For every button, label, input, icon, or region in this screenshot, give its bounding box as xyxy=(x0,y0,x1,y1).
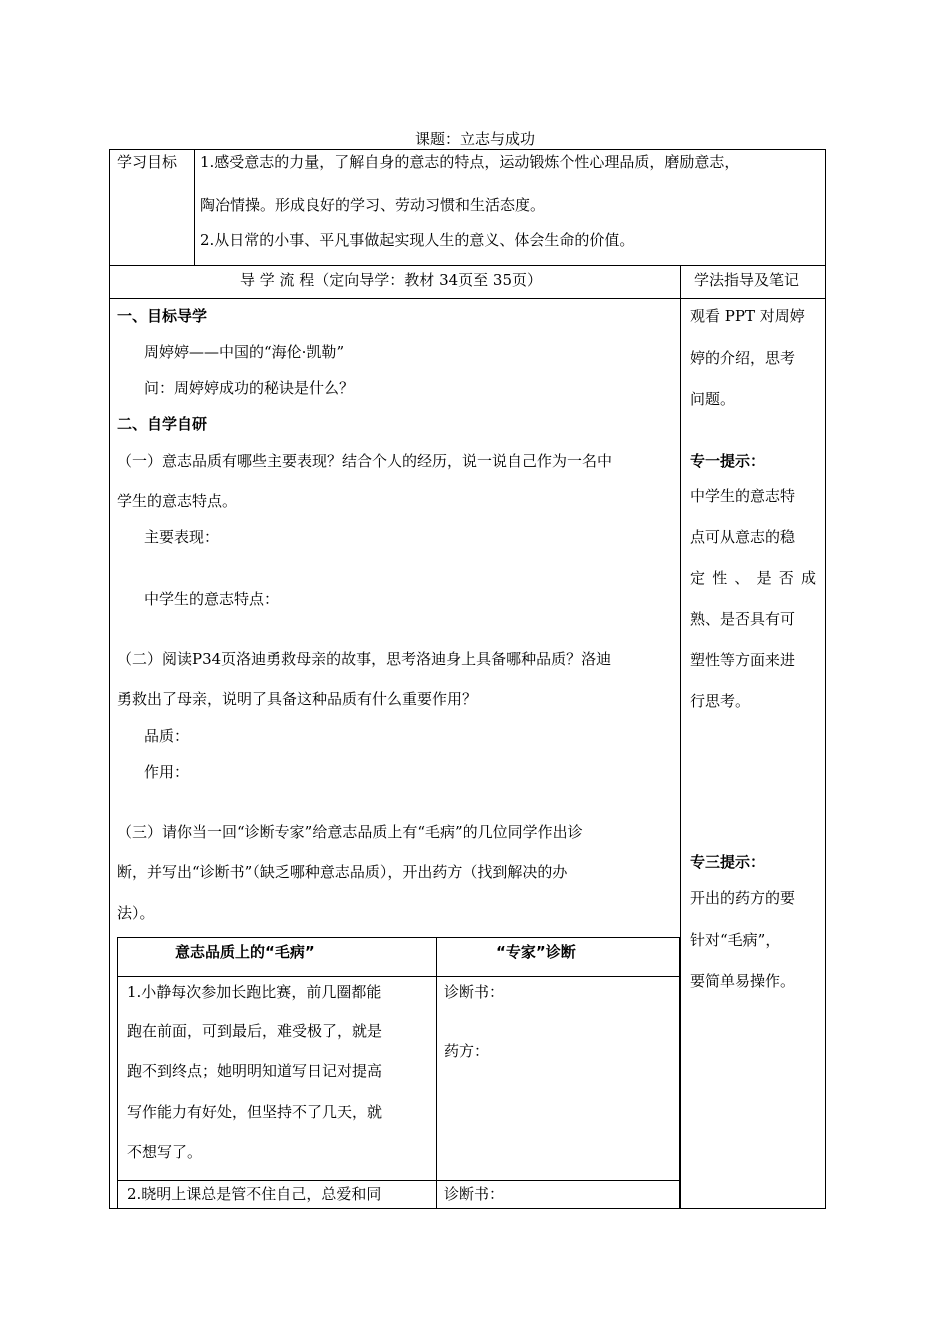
flow-header: 导 学 流 程（定向导学：教材 34页至 35页） xyxy=(240,271,543,289)
text-line: 问：周婷婷成功的秘诀是什么？ xyxy=(144,379,355,397)
diagnosis-row-divider xyxy=(117,1180,680,1181)
answer-label: 主要表现： xyxy=(144,528,220,546)
objective-line: 2.从日常的小事、平凡事做起实现人生的意义、体会生命的价值。 xyxy=(200,231,635,249)
tip-line: 要简单易操作。 xyxy=(690,972,796,990)
row-divider-2 xyxy=(109,298,826,299)
question-line: 勇救出了母亲，说明了具备这种品质有什么重要作用？ xyxy=(117,690,478,708)
question-line: 法）。 xyxy=(117,904,155,922)
page-title: 课题：立志与成功 xyxy=(414,130,535,148)
tip-line: 开出的药方的要 xyxy=(690,889,796,907)
question-line: （三）请你当一回“诊断专家”给意志品质上有“毛病”的几位同学作出诊 xyxy=(117,823,583,841)
objective-line: 1.感受意志的力量，了解自身的意志的特点，运动锻炼个性心理品质，磨励意志， xyxy=(200,153,740,171)
tip-line: 熟、是否具有可 xyxy=(690,610,796,628)
diagnosis-header-divider xyxy=(117,976,680,977)
objective-line: 陶冶情操。形成良好的学习、劳动习惯和生活态度。 xyxy=(200,196,546,214)
tip-line: 点可从意志的稳 xyxy=(690,528,796,546)
question-line: 学生的意志特点。 xyxy=(117,492,238,510)
question-line: 断，并写出“诊断书”（缺乏哪种意志品质），开出药方（找到解决的办 xyxy=(117,863,568,881)
notes-header: 学法指导及笔记 xyxy=(694,271,800,289)
tip-title: 专一提示： xyxy=(690,452,766,470)
section-title: 二、自学自研 xyxy=(117,415,208,433)
case-text-line: 写作能力有好处，但坚持不了几天，就 xyxy=(127,1103,383,1121)
text-line: 周婷婷——中国的“海伦·凯勒” xyxy=(144,343,345,361)
tip-line: 针对“毛病”， xyxy=(690,931,781,949)
objectives-label: 学习目标 xyxy=(117,153,178,171)
section-title: 一、目标导学 xyxy=(117,307,208,325)
answer-label: 中学生的意志特点： xyxy=(144,590,280,608)
tip-line: 定性、是否成 xyxy=(690,569,816,587)
note-line: 婷的介绍，思考 xyxy=(690,349,796,367)
question-line: （二）阅读P34页洛迪勇救母亲的故事，思考洛迪身上具备哪种品质？洛迪 xyxy=(117,650,612,668)
tip-title: 专三提示： xyxy=(690,853,766,871)
tip-line: 行思考。 xyxy=(690,692,751,710)
question-line: （一）意志品质有哪些主要表现？结合个人的经历，说一说自己作为一名中 xyxy=(117,452,613,470)
tip-line: 塑性等方面来进 xyxy=(690,651,796,669)
prescription-label: 药方： xyxy=(444,1042,490,1060)
tip-line: 中学生的意志特 xyxy=(690,487,796,505)
note-line: 问题。 xyxy=(690,390,736,408)
notes-column-divider xyxy=(680,265,681,1209)
objectives-divider xyxy=(194,149,195,265)
diagnosis-label: 诊断书： xyxy=(444,1185,505,1203)
case-text-line: 跑在前面，可到最后，难受极了，就是 xyxy=(127,1022,383,1040)
case-text-line: 1.小静每次参加长跑比赛，前几圈都能 xyxy=(127,983,382,1001)
diagnosis-col-header: “专家”诊断 xyxy=(496,943,576,961)
answer-label: 作用： xyxy=(144,763,190,781)
diagnosis-col-header: 意志品质上的“毛病” xyxy=(175,943,315,961)
diagnosis-table-divider xyxy=(436,937,437,1209)
case-text-line: 不想写了。 xyxy=(127,1143,203,1161)
diagnosis-label: 诊断书： xyxy=(444,983,505,1001)
note-line: 观看 PPT 对周婷 xyxy=(690,307,805,325)
case-text-line: 跑不到终点；她明明知道写日记对提高 xyxy=(127,1062,383,1080)
row-divider-1 xyxy=(109,265,826,266)
answer-label: 品质： xyxy=(144,727,190,745)
case-text-line: 2.晓明上课总是管不住自己，总爱和同 xyxy=(127,1185,382,1203)
